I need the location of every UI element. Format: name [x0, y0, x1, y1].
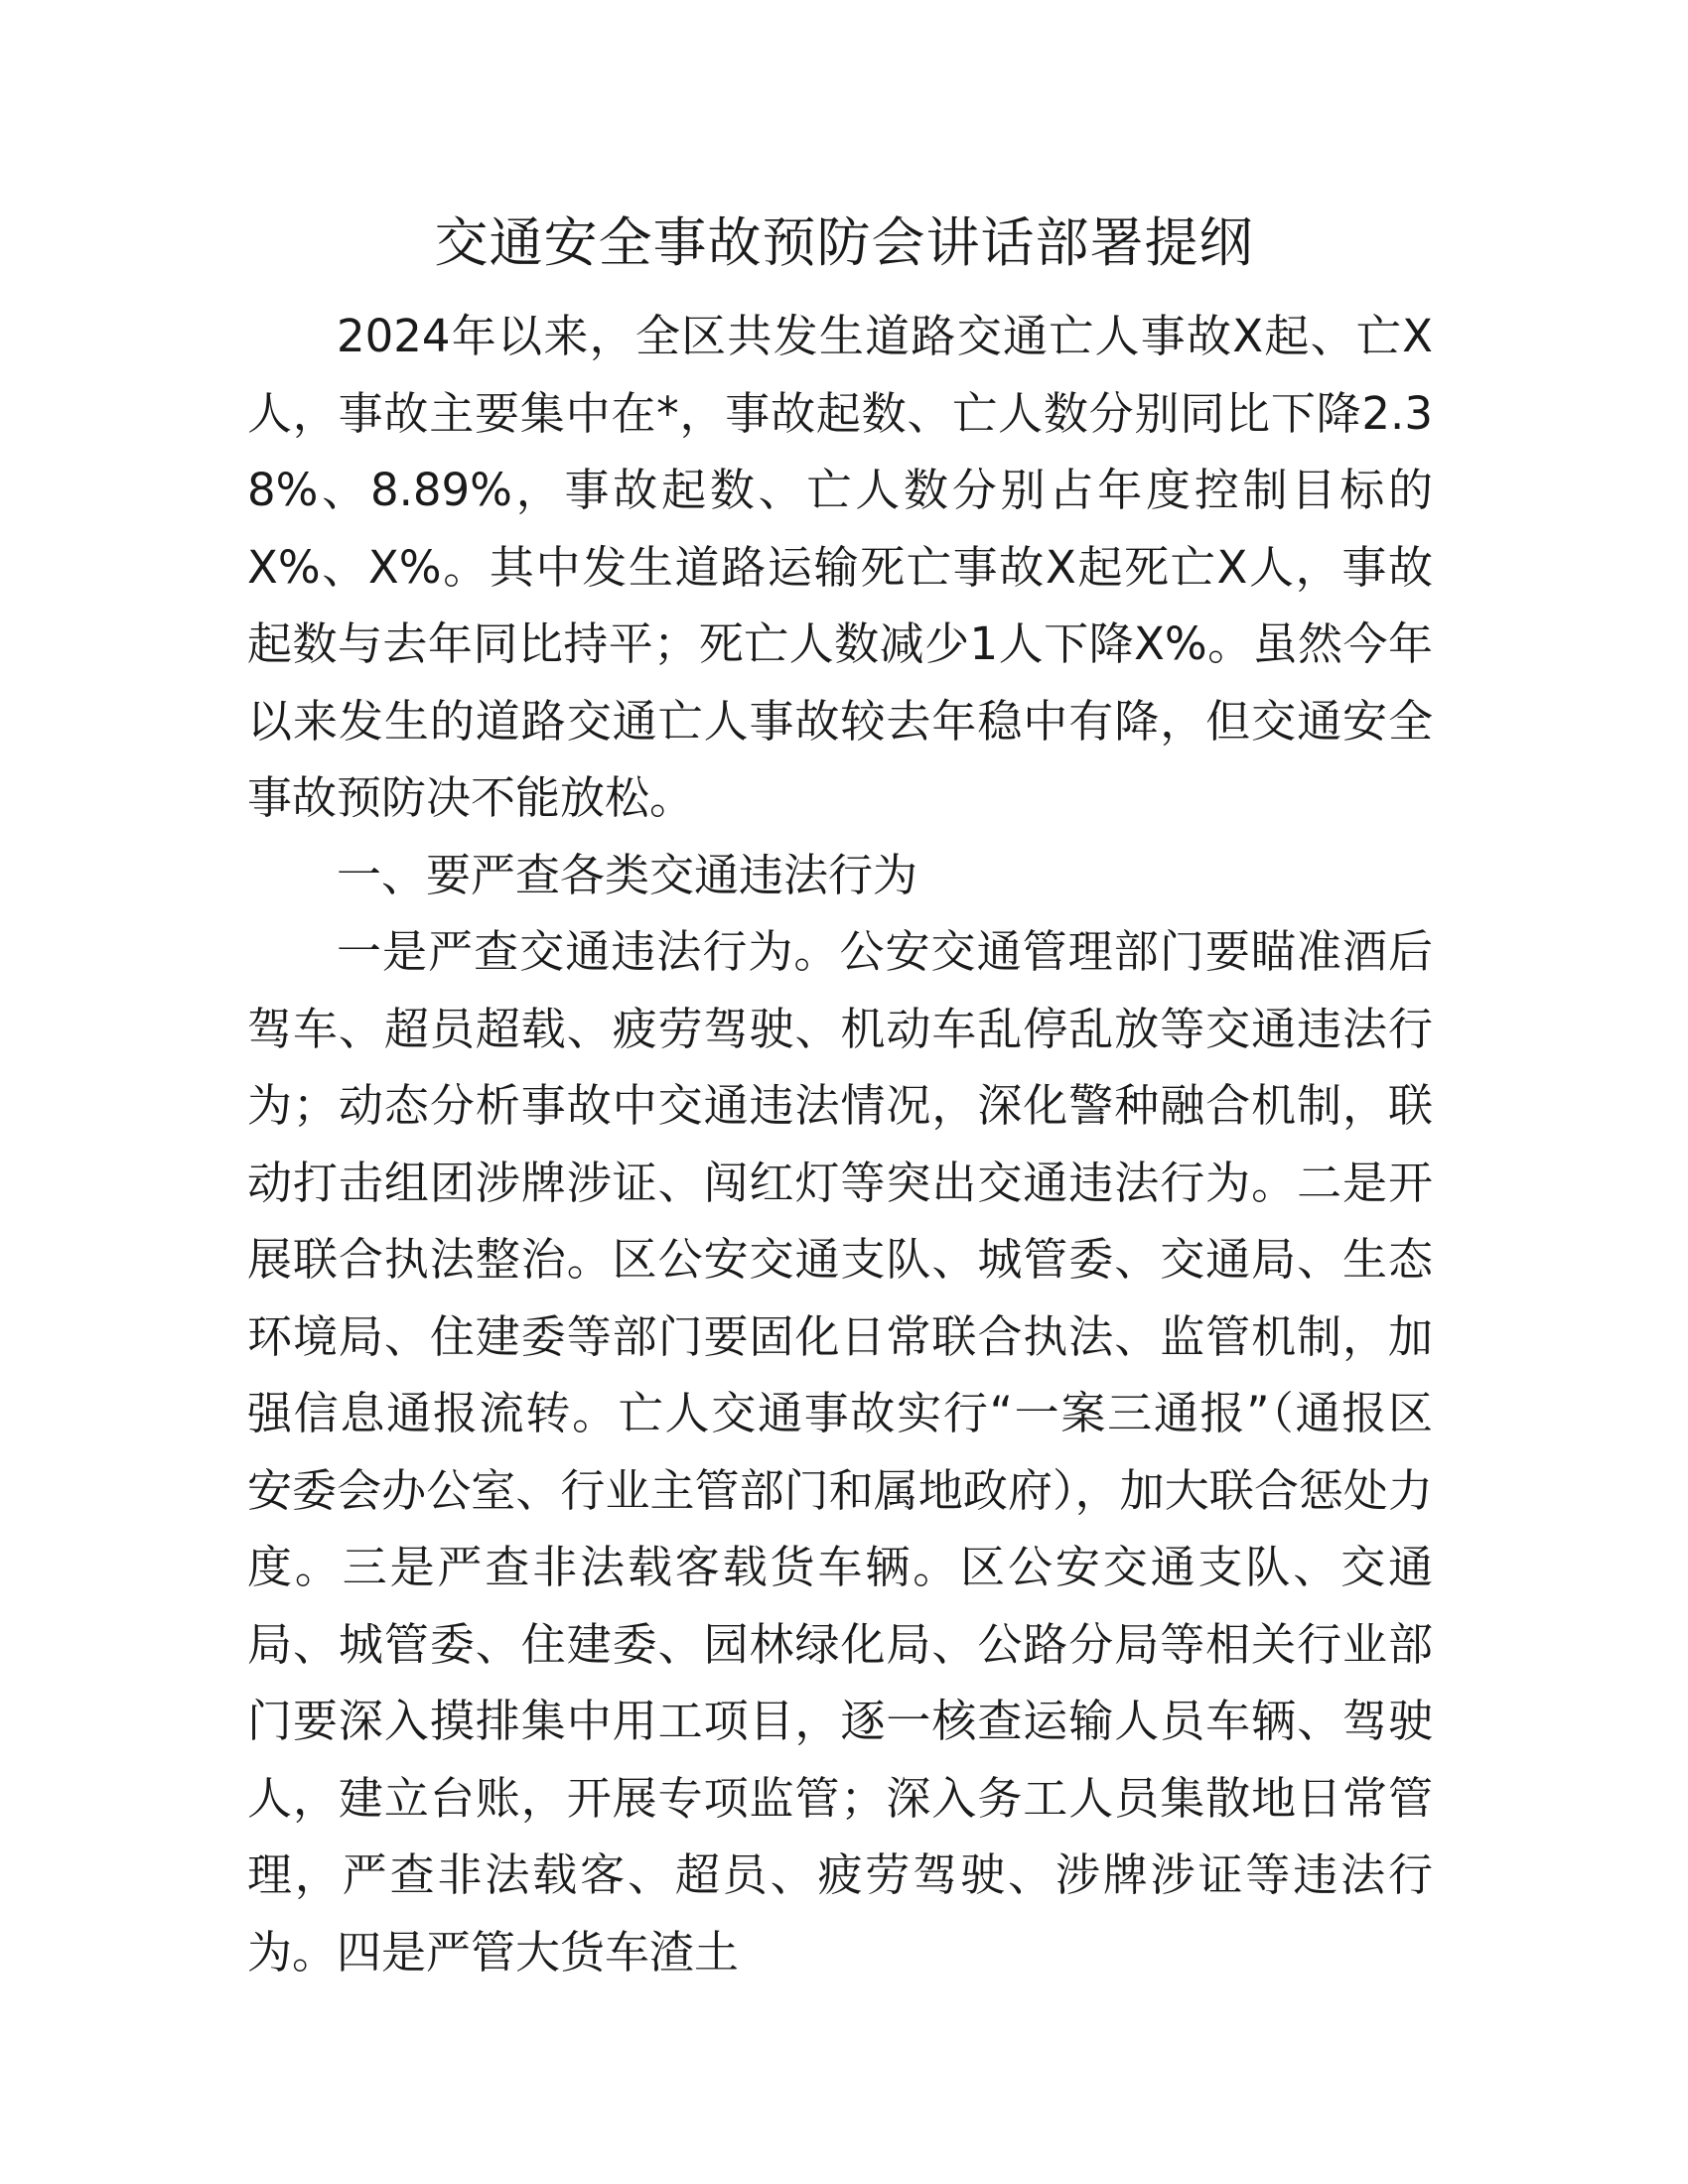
document-title: 交通安全事故预防会讲话部署提纲	[434, 211, 1254, 274]
intro-paragraph: 2024年以来，全区共发生道路交通亡人事故X起、亡X人，事故主要集中在*，事故起数、亡人数分别同比下降2.38%、8.89%，事故起数、亡人数分别占年度控制目标的X%、X%。其中发生道路运输死亡事故X起死亡X人，事故起数与去年同比持平；死亡人数减少1人下降X%。虽然今年以来发生的道路交通亡人事故较去年稳中有降，但交通安全事故预防决不能放松。	[247, 310, 1433, 824]
document-body	[247, 298, 1433, 1990]
body-paragraph: 一是严查交通违法行为。公安交通管理部门要瞄准酒后驾车、超员超载、疲劳驾驶、机动车乱停乱放等交通违法行为；动态分析事故中交通违法情况，深化警种融合机制，联动打击组团涉牌涉证、闯红灯等突出交通违法行为。二是开展联合执法整治。区公安交通支队、城管委、交通局、生态环境局、住建委等部门要固化日常联合执法、监管机制，加强信息通报流转。亡人交通事故实行“一案三通报”（通报区安委会办公室、行业主管部门和属地政府），加大联合惩处力度。三是严查非法载客载货车辆。区公安交通支队、交通局、城管委、住建委、园林绿化局、公路分局等相关行业部门要深入摸排集中用工项目，逐一核查运输人员车辆、驾驶人，建立台账，开展专项监管；深入务工人员集散地日常管理，严查非法载客、超员、疲劳驾驶、涉牌涉证等违法行为。四是严管大货车渣土	[247, 925, 1433, 1979]
section-heading: 一、要严查各类交通违法行为	[337, 848, 918, 901]
